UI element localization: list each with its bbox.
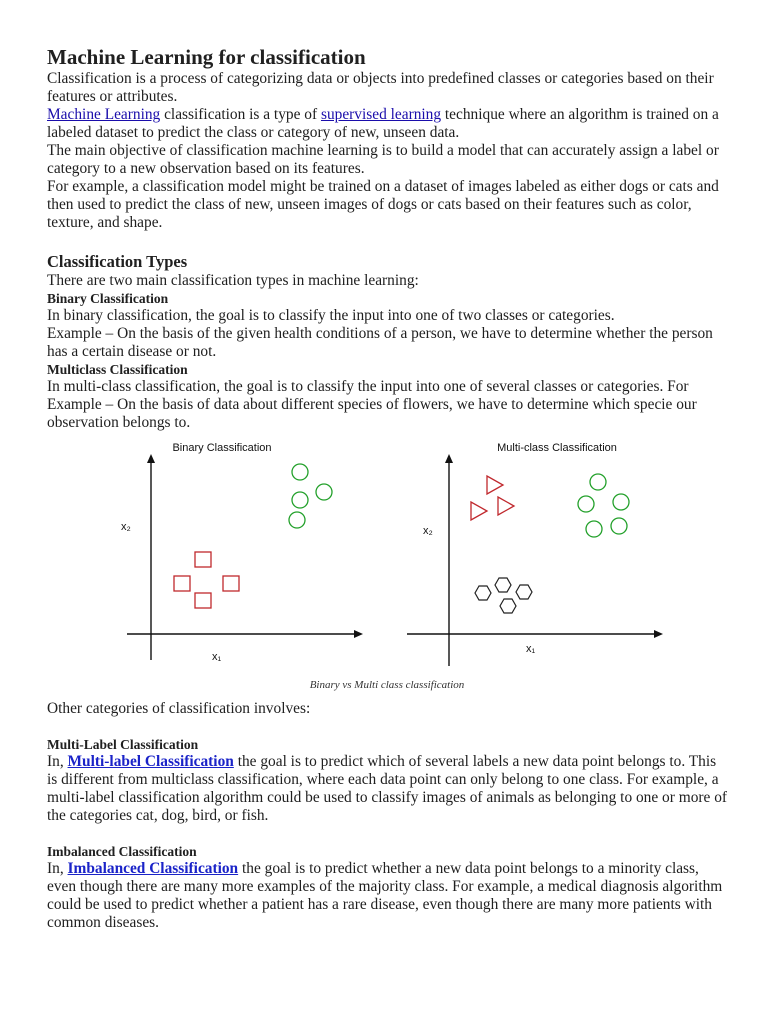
triangle-marker — [498, 497, 514, 515]
hexagon-marker — [500, 599, 516, 613]
binary-class-a-squares — [174, 552, 239, 608]
circle-marker — [316, 484, 332, 500]
triangle-marker — [471, 502, 487, 520]
multiclass-classification-heading: Multiclass Classification — [47, 362, 188, 377]
other-categories-lead: Other categories of classification involves: — [47, 700, 311, 717]
imbalanced-classification-link[interactable]: Imbalanced Classification — [67, 860, 239, 877]
machine-learning-link[interactable]: Machine Learning — [47, 106, 161, 123]
multiclass-y-arrow — [445, 454, 453, 463]
multiclass-class-a-triangles — [471, 476, 514, 520]
circle-marker — [289, 512, 305, 528]
circle-marker — [292, 492, 308, 508]
imbalanced-heading: Imbalanced Classification — [47, 844, 197, 859]
binary-class-b-circles — [289, 464, 332, 528]
article — [47, 44, 727, 932]
imbalanced-pre: In, — [47, 860, 68, 877]
intro-paragraph-2 — [47, 106, 727, 142]
multi-label-classification-link[interactable]: Multi-label Classification — [67, 753, 234, 770]
square-marker — [174, 576, 190, 591]
multi-label-paragraph — [47, 753, 727, 825]
imbalanced-post: the goal is to predict whether a new data point belongs to a minority class, even though there are many more examples of the majority class. For example, a medical diagnosis algorithm could be used to predict whether a patient has a rare disease, even though there are many more patients with common diseases. — [47, 860, 723, 931]
circle-marker — [578, 496, 594, 512]
figure-caption: Binary vs Multi class classification — [309, 679, 465, 691]
binary-x-arrow — [354, 630, 363, 638]
multiclass-class-c-hexagons — [475, 578, 532, 613]
classification-types-lead: There are two main classification types in machine learning: — [47, 272, 419, 289]
triangle-marker — [487, 476, 503, 494]
square-marker — [195, 552, 211, 567]
multiclass-paragraph: In multi-class classification, the goal is to classify the input into one of several classes or categories. For Example – On the basis of data about different species of flowers, we have to determine which specie our observation belongs to. — [47, 378, 697, 431]
multiclass-x-label: x₁ — [526, 643, 536, 655]
page-title: Machine Learning for classification — [47, 45, 366, 69]
circle-marker — [611, 518, 627, 534]
circle-marker — [586, 521, 602, 537]
intro-paragraph-4: For example, a classification model might be trained on a dataset of images labeled as either dogs or cats and then used to predict the class of new, unseen images of dogs or cats based on their features such as color, texture, and shape. — [47, 178, 719, 231]
classification-diagram — [47, 440, 727, 672]
circle-marker — [613, 494, 629, 510]
square-marker — [223, 576, 239, 591]
supervised-learning-link[interactable]: supervised learning — [320, 106, 442, 123]
binary-paragraph-1: In binary classification, the goal is to classify the input into one of two classes or categories. — [47, 307, 615, 324]
multiclass-y-label: x₂ — [423, 525, 433, 537]
intro-p2-end: technique where an algorithm is trained on a labeled dataset to predict the class or category of new, unseen data. — [47, 106, 719, 141]
classification-figure — [47, 440, 727, 700]
circle-marker — [292, 464, 308, 480]
circle-marker — [590, 474, 606, 490]
hexagon-marker — [495, 578, 511, 592]
binary-chart-title: Binary Classification — [172, 442, 272, 454]
multiclass-x-arrow — [654, 630, 663, 638]
classification-types-heading: Classification Types — [47, 252, 188, 271]
multiclass-chart-title: Multi-class Classification — [497, 442, 617, 454]
binary-y-label: x₂ — [121, 521, 131, 533]
multiclass-class-b-circles — [578, 474, 629, 537]
intro-paragraph-3: The main objective of classification machine learning is to build a model that can accurately assign a label or category to a new observation based on its features. — [47, 142, 719, 177]
hexagon-marker — [516, 585, 532, 599]
square-marker — [195, 593, 211, 608]
intro-p2-mid: classification is a type of — [160, 106, 321, 123]
imbalanced-paragraph — [47, 860, 727, 932]
binary-classification-heading: Binary Classification — [47, 291, 169, 306]
binary-x-label: x₁ — [212, 651, 222, 663]
binary-y-arrow — [147, 454, 155, 463]
multi-label-pre: In, — [47, 753, 68, 770]
binary-paragraph-2: Example – On the basis of the given health conditions of a person, we have to determine whether the person has a certain disease or not. — [47, 325, 713, 360]
multi-label-heading: Multi-Label Classification — [47, 737, 199, 752]
hexagon-marker — [475, 586, 491, 600]
multi-label-post: the goal is to predict which of several labels a new data point belongs to. This is different from multiclass classification, where each data point can only belong to one class. For example, a multi-label classification algorithm could be used to classify images of animals as belonging to one or more of the categories cat, dog, bird, or fish. — [47, 753, 728, 824]
intro-paragraph-1: Classification is a process of categorizing data or objects into predefined classes or categories based on their features or attributes. — [47, 70, 714, 105]
